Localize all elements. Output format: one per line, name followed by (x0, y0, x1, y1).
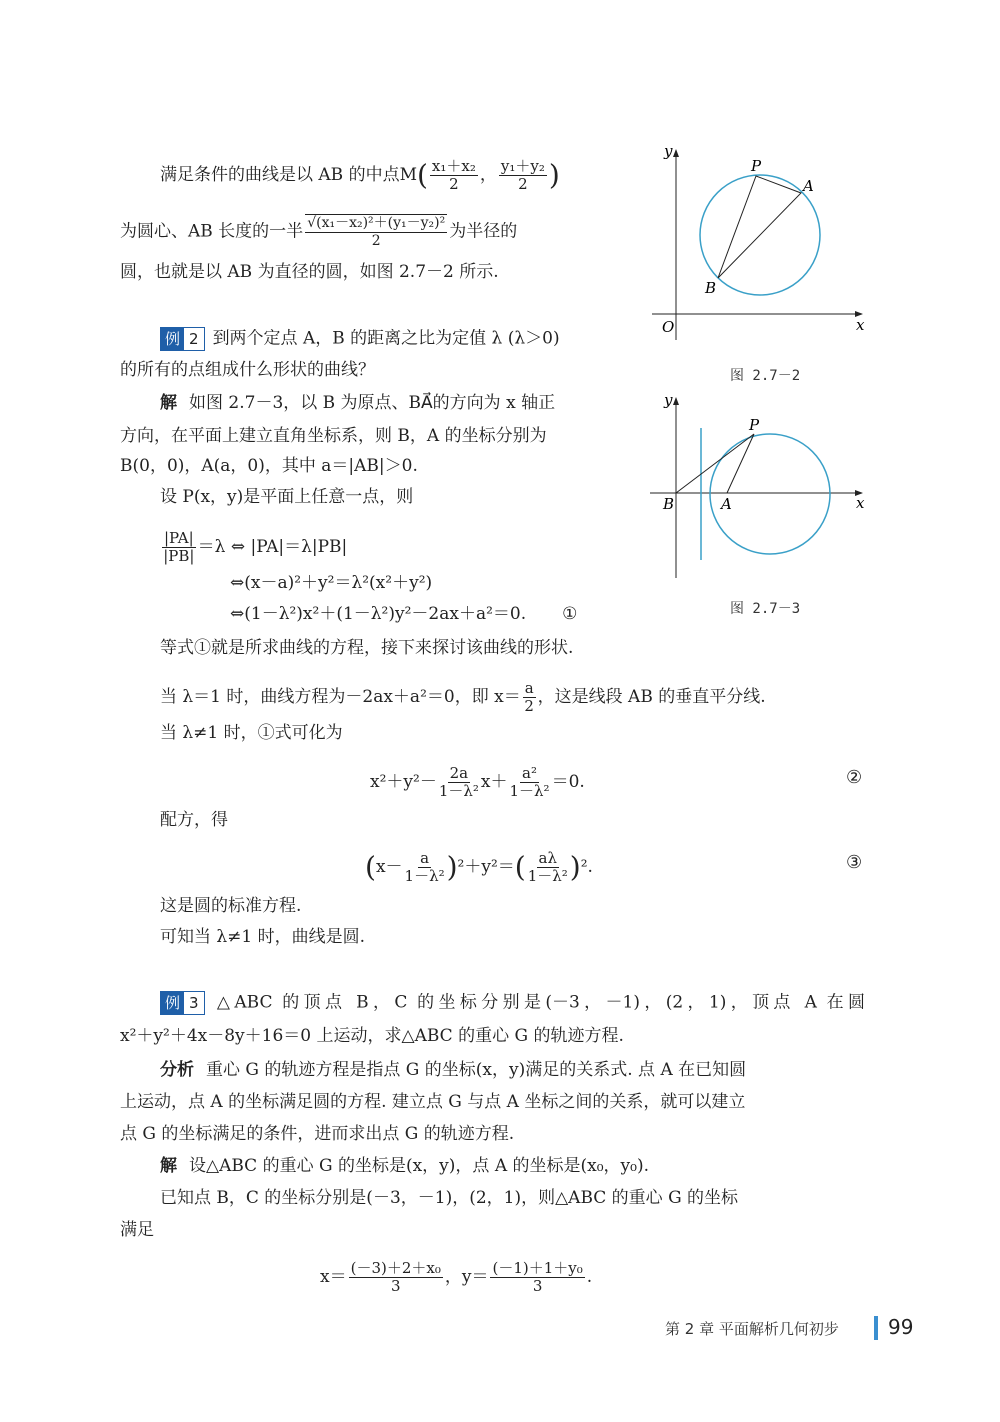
label-a: A (721, 495, 732, 513)
label-y: y (664, 391, 673, 409)
figure-2-7-2 (652, 142, 865, 340)
text-line: 这是圆的标准方程. (160, 896, 302, 916)
equation-1: ⇔(1－λ²)x²＋(1－λ²)y²－2ax＋a²＝0. ① (230, 604, 578, 624)
label-y: y (664, 142, 673, 160)
centroid-equation: x＝ $\frac{\text{(－3)＋2＋x₀}}{3}$ ，y＝ $\frac{\text{(－1)＋1＋y₀}}{3}$ . (320, 1259, 593, 1295)
text-line: 方向，在平面上建立直角坐标系，则 B，A 的坐标分别为 (120, 426, 547, 446)
example2-question-line1: 例 2 到两个定点 A，B 的距离之比为定值 λ (λ＞0) (160, 327, 560, 351)
text-line: 当 λ＝1 时，曲线方程为－2ax＋a²＝0，即 x＝ $\frac{a}{2}$ ，这是线段 AB 的垂直平分线. (160, 679, 766, 715)
figure-caption: 图 2.7－3 (730, 601, 801, 617)
example3-solution-line1: 解 设△ABC 的重心 G 的坐标是(x，y)，点 A 的坐标是(x₀，y₀). (160, 1156, 649, 1176)
para1-line3: 圆，也就是以 AB 为直径的圆，如图 2.7－2 所示. (120, 262, 499, 282)
segments-pb-pa (676, 434, 754, 493)
chapter-title: 第 2 章 平面解析几何初步 (665, 1320, 839, 1338)
para1-line1: 满足条件的曲线是以 AB 的中点M( $\frac{\text{x₁＋x₂}}{2}$ ， $\frac{\text{y₁＋y₂}}{2}$ ) (160, 157, 560, 193)
label-x: x (856, 316, 865, 334)
example2-question-line2: 的所有的点组成什么形状的曲线？ (120, 360, 375, 380)
example-badge: 例 3 (160, 991, 205, 1015)
text-line: 等式①就是所求曲线的方程，接下来探讨该曲线的形状. (160, 638, 574, 658)
footer-bar (874, 1316, 878, 1340)
example3-question-line1: 例 3 △ABC 的顶点 B，C 的坐标分别是(－3，－1)，(2，1)，顶点 A 在圆 (120, 991, 865, 1015)
equation-number: ② (846, 767, 863, 788)
figure-caption: 图 2.7－2 (730, 368, 801, 384)
label-o: O (662, 318, 675, 336)
apollonius-circle (710, 434, 830, 554)
text-line: 已知点 B，C 的坐标分别是(－3，－1)，(2，1)，则△ABC 的重心 G 的坐标 (160, 1188, 739, 1208)
page-number: 99 (888, 1315, 914, 1339)
analysis-line1: 分析 重心 G 的轨迹方程是指点 G 的坐标(x，y)满足的关系式. 点 A 在已知圆 (160, 1060, 747, 1080)
equation-number: ③ (846, 852, 863, 873)
equation-3: (x－ $\frac{a}{\text{1－λ²}}$ )²＋y²＝( $\frac{a\lambda}{\text{1－λ²}}$ )². (365, 849, 593, 885)
example2-solution-line1: 解 如图 2.7－3，以 B 为原点、BA⃗的方向为 x 轴正 (160, 393, 556, 413)
label-x: x (856, 494, 865, 512)
label-p: P (751, 157, 762, 175)
figure-2-7-3 (650, 391, 865, 578)
text-line: 满足 (120, 1220, 154, 1240)
para1-line2: 为圆心、AB 长度的一半 $\frac{\text{√(x₁－x₂)²＋(y₁－y₂)²}}{2}$ 为半径的 (120, 215, 518, 249)
text-line: 设 P(x，y)是平面上任意一点，则 (160, 487, 414, 507)
example-badge: 例 2 (160, 327, 205, 351)
equation-line: ⇔(x－a)²＋y²＝λ²(x²＋y²) (230, 573, 433, 593)
triangle-pab (718, 176, 801, 278)
text-line: 当 λ≠1 时，①式可化为 (160, 723, 343, 743)
label-a: A (803, 177, 814, 195)
equation-2: x²＋y²－ $\frac{2a}{\text{1－λ²}}$ x＋ $\frac{\text{a²}}{\text{1－λ²}}$ ＝0. (370, 764, 585, 800)
text-line: B(0，0)，A(a，0)，其中 a＝|AB|＞0. (120, 456, 418, 476)
text-line: 上运动，点 A 的坐标满足圆的方程. 建立点 G 与点 A 坐标之间的关系，就可以建立 (120, 1092, 746, 1112)
label-p: P (749, 416, 760, 434)
text-line: 配方，得 (160, 810, 228, 830)
label-b: B (663, 495, 675, 513)
text-line: 可知当 λ≠1 时，曲线是圆. (160, 927, 366, 947)
text-line: x²＋y²＋4x－8y＋16＝0 上运动，求△ABC 的重心 G 的轨迹方程. (120, 1026, 624, 1046)
label-b: B (705, 279, 717, 297)
ratio-equation: $\frac{|PA|}{|PB|}$ ＝λ ⇔ |PA|＝λ|PB| (163, 529, 348, 565)
text-line: 点 G 的坐标满足的条件，进而求出点 G 的轨迹方程. (120, 1124, 515, 1144)
